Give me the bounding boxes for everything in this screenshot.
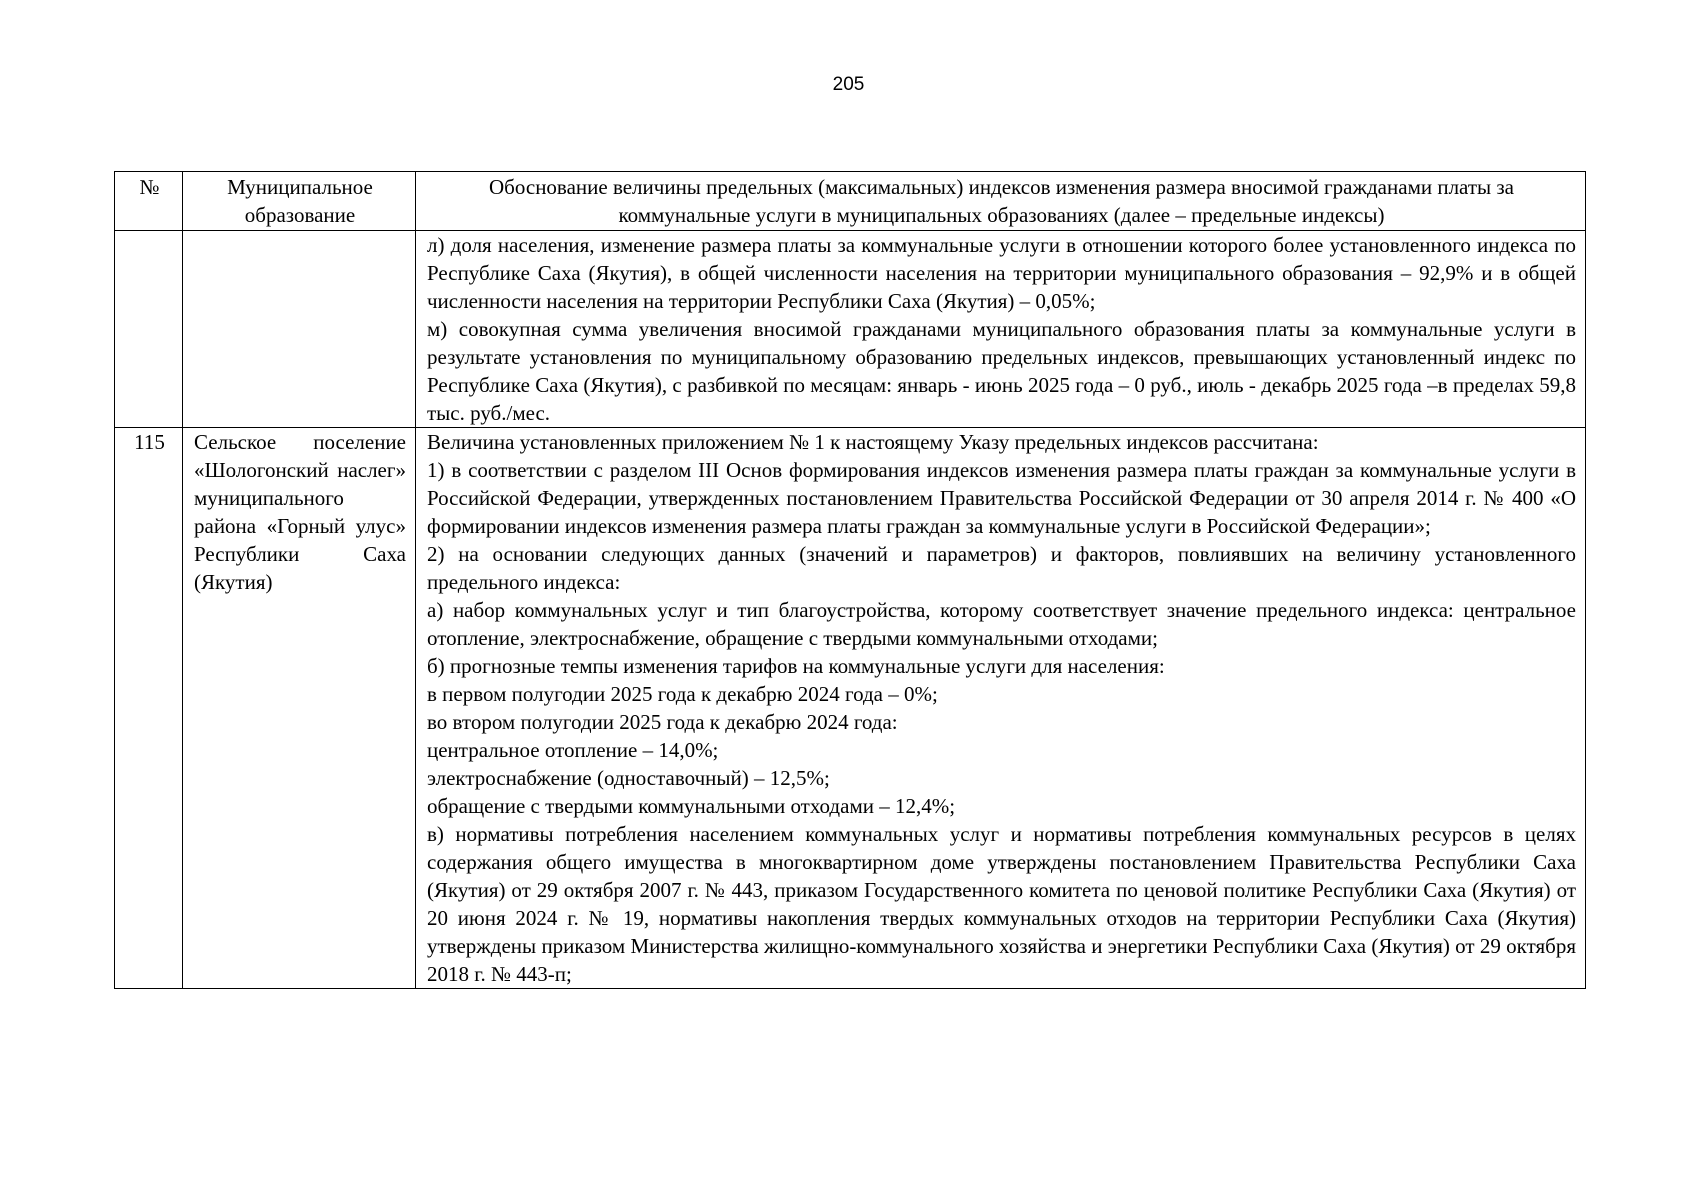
row-number-cell — [115, 231, 183, 428]
paragraph-waste: обращение с твердыми коммунальными отходами – 12,4%; — [427, 794, 956, 818]
table-row — [115, 231, 1586, 428]
paragraph-b: б) прогнозные темпы изменения тарифов на коммунальные услуги для населения: — [427, 654, 1165, 678]
row-justification-cell — [416, 428, 1586, 989]
table-header-row — [115, 172, 1586, 231]
paragraph-l: л) доля населения, изменение размера платы за коммунальные услуги в отношении которого более установленного индекса по Республике Саха (Якутия), в общей численности населения на территории муниципального образования – 92,9% и в общей численности населения на территории Республики Саха (Якутия) – 0,05%; — [427, 233, 1576, 313]
paragraph-electricity: электроснабжение (одноставочный) – 12,5%; — [427, 766, 830, 790]
justification-table — [114, 171, 1586, 989]
header-justification: Обоснование величины предельных (максимальных) индексов изменения размера вносимой гражданами платы за коммунальные услуги в муниципальных образованиях (далее – предельные индексы) — [416, 172, 1586, 231]
paragraph-intro: Величина установленных приложением № 1 к настоящему Указу предельных индексов рассчитана: — [427, 430, 1319, 454]
row-municipality-cell — [183, 231, 416, 428]
paragraph-first-half: в первом полугодии 2025 года к декабрю 2024 года – 0%; — [427, 682, 938, 706]
paragraph-m: м) совокупная сумма увеличения вносимой гражданами муниципального образования платы за коммунальные услуги в результате установления по муниципальному образованию предельных индексов, превышающих установленный индекс по Республике Саха (Якутия), с разбивкой по месяцам: январь - июнь 2025 года – 0 руб., июль - декабрь 2025 года –в пределах 59,8 тыс. руб./мес. — [427, 317, 1576, 425]
table-row — [115, 428, 1586, 989]
row-justification-cell — [416, 231, 1586, 428]
paragraph-1: 1) в соответствии с разделом III Основ формирования индексов изменения размера платы граждан за коммунальные услуги в Российской Федерации, утвержденных постановлением Правительства Российской Федерации от 30 апреля 2014 г. № 400 «О формировании индексов изменения размера платы граждан за коммунальные услуги в Российской Федерации»; — [427, 458, 1576, 538]
paragraph-second-half: во втором полугодии 2025 года к декабрю 2024 года: — [427, 710, 898, 734]
paragraph-a: а) набор коммунальных услуг и тип благоустройства, которому соответствует значение предельного индекса: центральное отопление, электроснабжение, обращение с твердыми коммунальными отходами; — [427, 598, 1576, 650]
header-municipality: Муниципальное образование — [183, 172, 416, 231]
paragraph-v: в) нормативы потребления населением коммунальных услуг и нормативы потребления коммунальных ресурсов в целях содержания общего имущества в многоквартирном доме утверждены постановлением Правительства Республики Саха (Якутия) от 29 октября 2007 г. № 443, приказом Государственного комитета по ценовой политике Республики Саха (Якутия) от 20 июня 2024 г. № 19, нормативы накопления твердых коммунальных отходов на территории Республики Саха (Якутия) утверждены приказом Министерства жилищно-коммунального хозяйства и энергетики Республики Саха (Якутия) от 29 октября 2018 г. № 443-п; — [427, 822, 1576, 986]
row-number-cell: 115 — [115, 428, 183, 989]
paragraph-heating: центральное отопление – 14,0%; — [427, 738, 719, 762]
page-number: 205 — [832, 74, 865, 95]
header-number: № — [115, 172, 183, 231]
row-municipality-cell: Сельское поселение «Шологонский наслег» муниципального района «Горный улус» Республики Саха (Якутия) — [183, 428, 416, 989]
paragraph-2: 2) на основании следующих данных (значений и параметров) и факторов, повлиявших на величину установленного предельного индекса: — [427, 542, 1576, 594]
